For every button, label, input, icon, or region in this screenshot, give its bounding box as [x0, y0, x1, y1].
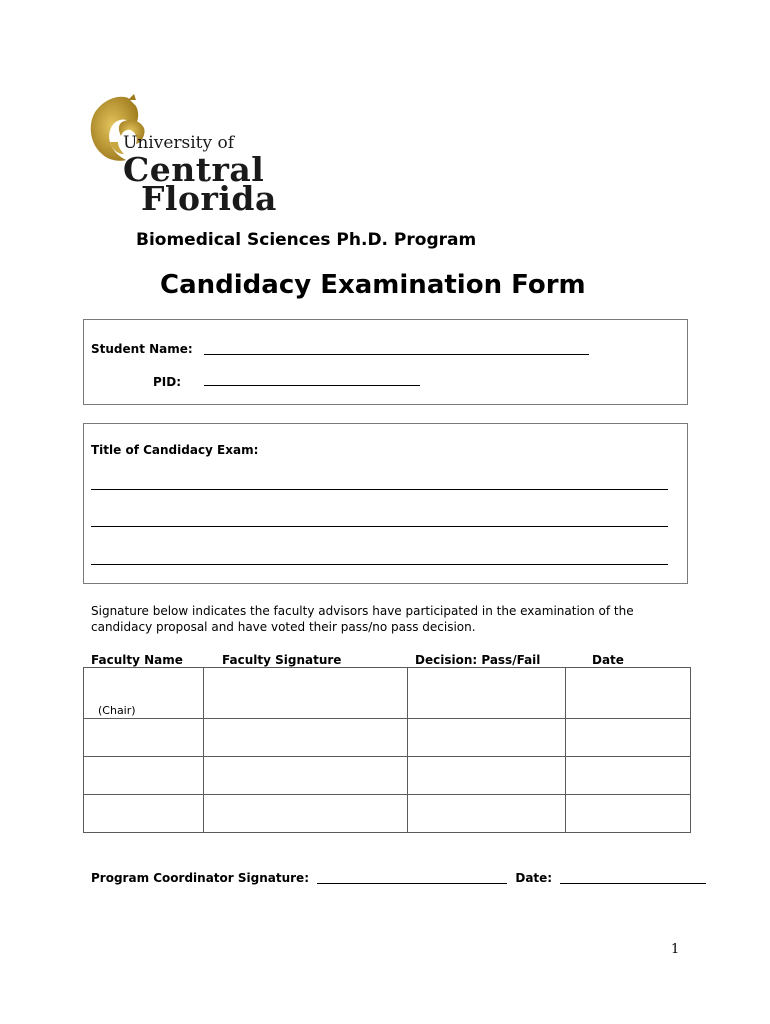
- header-faculty-name: Faculty Name: [91, 653, 183, 667]
- logo-line-2: Central: [123, 150, 265, 189]
- exam-title-line-3[interactable]: [91, 564, 668, 565]
- exam-title-box: [83, 423, 688, 584]
- date-cell[interactable]: [566, 795, 691, 833]
- table-row: [84, 795, 691, 833]
- header-decision: Decision: Pass/Fail: [415, 653, 541, 667]
- date-cell[interactable]: [566, 719, 691, 757]
- faculty-name-cell[interactable]: [84, 795, 204, 833]
- intro-text: Signature below indicates the faculty advisors have participated in the examination of the candidacy proposal and have voted their pass/no pass decision.: [91, 604, 634, 634]
- decision-cell[interactable]: [407, 668, 566, 719]
- pid-field[interactable]: [204, 385, 420, 386]
- table-row: [84, 719, 691, 757]
- date-cell[interactable]: [566, 668, 691, 719]
- coordinator-date-field[interactable]: [560, 883, 706, 884]
- chair-note: (Chair): [98, 704, 136, 717]
- ucf-logo: [88, 92, 288, 216]
- faculty-signature-cell[interactable]: [203, 719, 407, 757]
- faculty-name-cell[interactable]: [84, 668, 204, 719]
- exam-title-line-1[interactable]: [91, 489, 668, 490]
- coordinator-date-label: Date:: [515, 871, 553, 885]
- faculty-name-cell[interactable]: [84, 719, 204, 757]
- date-cell[interactable]: [566, 757, 691, 795]
- faculty-signature-cell[interactable]: [203, 668, 407, 719]
- faculty-name-cell[interactable]: [84, 757, 204, 795]
- decision-cell[interactable]: [407, 757, 566, 795]
- logo-line-3: Florida: [141, 179, 277, 218]
- faculty-signature-table: [83, 667, 691, 833]
- decision-cell[interactable]: [407, 719, 566, 757]
- program-heading: Biomedical Sciences Ph.D. Program: [136, 230, 477, 250]
- coordinator-signature-field[interactable]: [317, 883, 507, 884]
- exam-title-line-2[interactable]: [91, 526, 668, 527]
- page-number: 1: [671, 942, 680, 957]
- coordinator-signature-label: Program Coordinator Signature:: [91, 871, 309, 885]
- coordinator-row: [91, 871, 706, 885]
- form-title: Candidacy Examination Form: [160, 270, 586, 300]
- student-name-field[interactable]: [204, 354, 589, 355]
- table-row: [84, 757, 691, 795]
- faculty-signature-cell[interactable]: [203, 757, 407, 795]
- decision-cell[interactable]: [407, 795, 566, 833]
- student-name-label: Student Name:: [91, 342, 193, 356]
- exam-title-label: Title of Candidacy Exam:: [91, 443, 259, 457]
- header-date: Date: [592, 653, 624, 667]
- pid-label: PID:: [153, 375, 182, 389]
- table-row: [84, 668, 691, 719]
- faculty-signature-cell[interactable]: [203, 795, 407, 833]
- header-faculty-signature: Faculty Signature: [222, 653, 342, 667]
- student-info-box: [83, 319, 688, 405]
- logo-line-1: University of: [123, 133, 235, 153]
